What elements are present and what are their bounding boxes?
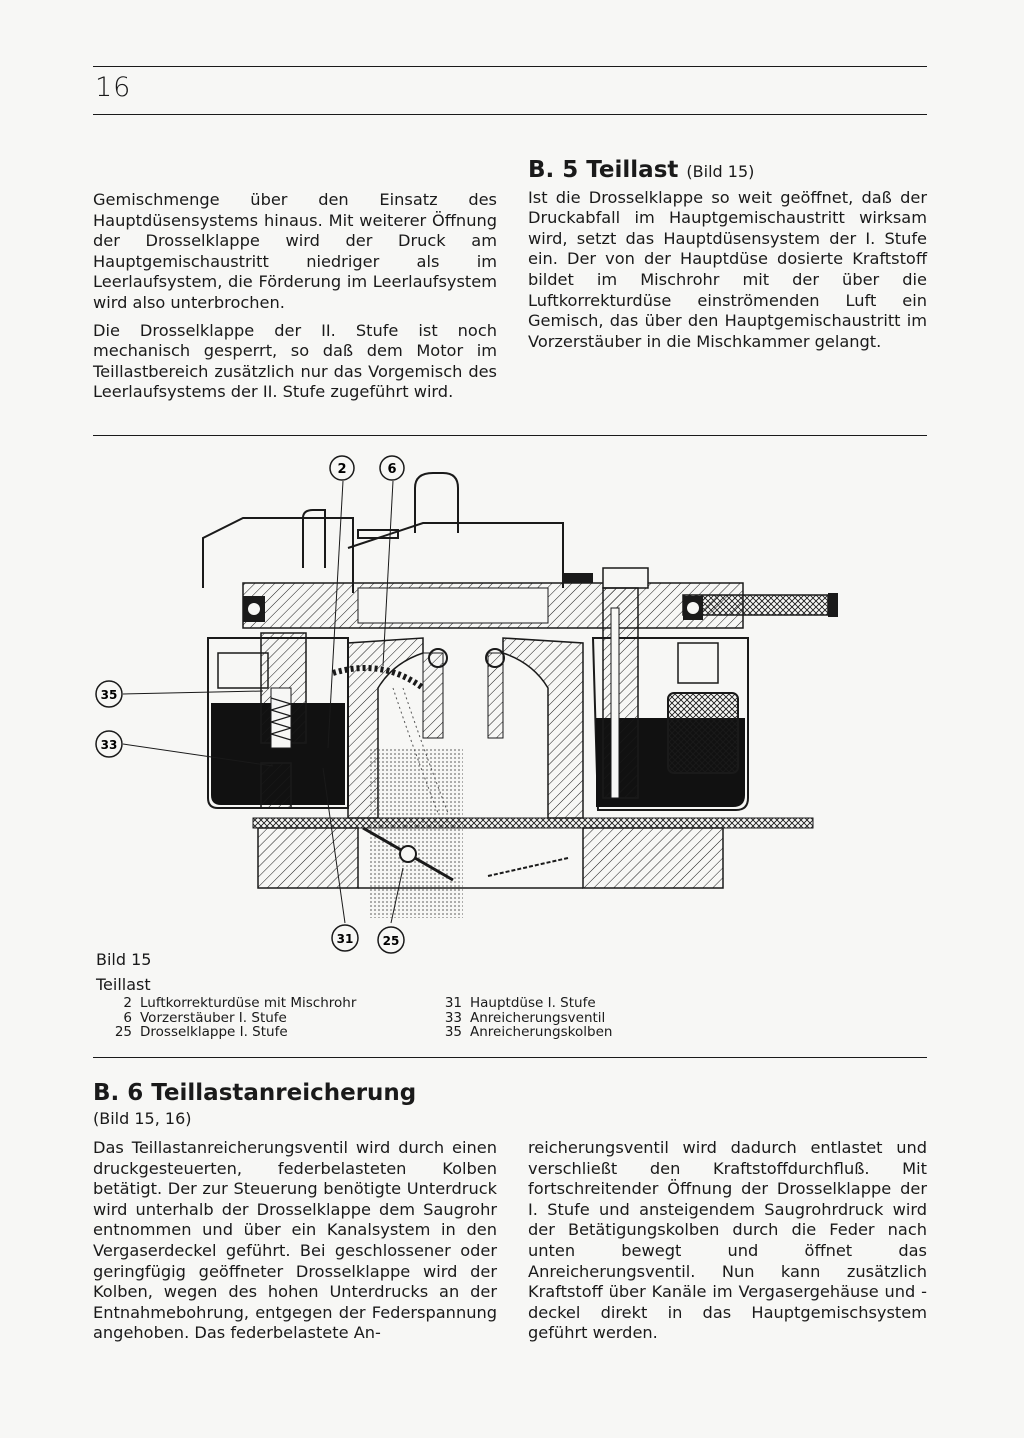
callout-25-label: 25 <box>382 934 400 948</box>
section-b5-heading <box>528 157 927 183</box>
paragraph: Gemischmenge über den Einsatz des Hauptdüsensystems hinaus. Mit weiterer Öffnung der Drosselklappe wird der Druck am Hauptgemischaustritt niedriger als im Leerlaufsystem, die Förderung im Leerlaufsystem wird also unterbrochen. <box>93 190 497 312</box>
section-b5-text: Ist die Drosselklappe so weit geöffnet, daß der Druckabfall im Hauptgemischaustritt wirksam wird, setzt das Hauptdüsensystem der I. Stufe ein. Der von der Hauptdüse dosierte Kraftstoff bildet im Mischrohr mit der über die Luftkorrekturdüse einströmenden Luft ein Gemisch, das über den Hauptgemischaustritt im Vorzerstäuber in die Mischkammer gelangt. <box>528 187 927 351</box>
figure-label: Bild 15 <box>96 950 152 969</box>
callout-25 <box>378 927 404 953</box>
section-b6-title: B. 6 Teillastanreicherung <box>93 1080 417 1106</box>
section-b5-title: B. 5 Teillast <box>528 157 679 183</box>
section-b5 <box>528 157 927 359</box>
legend-item: 33 Anreicherungsventil <box>444 1009 606 1026</box>
section-b6-ref: (Bild 15, 16) <box>93 1109 192 1128</box>
legend-item: 31 Hauptdüse I. Stufe <box>444 995 596 1011</box>
left-float-chamber <box>208 633 348 808</box>
section-b6-right <box>528 1138 927 1351</box>
left-column-top <box>93 190 497 410</box>
carburetor-upper-body <box>243 568 838 628</box>
section-b6-heading-block <box>93 1080 416 1128</box>
section-b6-left <box>93 1138 497 1351</box>
callout-33-label: 33 <box>100 738 118 752</box>
callout-2-label: 2 <box>337 462 347 477</box>
callout-35 <box>96 681 122 707</box>
legend-item: 35 Anreicherungskolben <box>444 1024 613 1040</box>
section-b6-left-text: Das Teillastanreicherungsventil wird durch einen druckgesteuerten, federbelasteten Kolben betätigt. Der zur Steuerung benötigte Unterdruck wird unterhalb der Drosselklappe dem Saugrohr entnommen und über ein Kanalsystem in den Vergaserdeckel geführt. Bei geschlossener oder geringfügig geöffneter Drosselklappe wird der Kolben, wegen des hohen Unterdrucks an der Entnahmebohrung, entgegen der Federspannung angehoben. Das federbelastete An- <box>93 1138 497 1343</box>
callout-6-label: 6 <box>387 462 397 477</box>
section-b5-ref: (Bild 15) <box>686 162 755 181</box>
callout-6 <box>380 456 404 480</box>
carburetor-base <box>253 818 813 888</box>
figure-divider <box>93 1057 927 1058</box>
legend-item: 6 Vorzerstäuber I. Stufe <box>123 1009 287 1026</box>
carburetor-cover <box>203 473 563 593</box>
paragraph: Die Drosselklappe der II. Stufe ist noch mechanisch gesperrt, so daß dem Motor im Teillastbereich zusätzlich nur das Vorgemisch des Leerlaufsystems der II. Stufe zugeführt wird. <box>93 320 497 402</box>
header-rule-top <box>93 66 927 67</box>
legend-item: 25 Drosselklappe I. Stufe <box>114 1024 288 1040</box>
legend-item: 2 Luftkorrekturdüse mit Mischrohr <box>123 995 357 1011</box>
callout-33 <box>96 731 122 757</box>
legend-right <box>428 996 612 1040</box>
callout-31 <box>332 925 358 951</box>
venturi-body <box>333 638 583 918</box>
callout-31-label: 31 <box>336 932 354 946</box>
callout-2 <box>330 456 354 480</box>
section-divider <box>93 435 927 436</box>
page-number: 16 <box>95 72 132 103</box>
carburetor-diagram <box>93 448 853 958</box>
header-rule-bottom <box>93 114 927 115</box>
figure-title: Teillast <box>96 975 151 994</box>
legend-left <box>98 996 356 1040</box>
callout-35-label: 35 <box>100 688 118 702</box>
section-b6-right-text: reicherungsventil wird dadurch entlastet und verschließt den Kraftstoffdurchfluß. Mit fortschreitender Öffnung der Drosselklappe der I. Stufe und ansteigendem Saugrohrdruck wird der Betätigungskolben durch die Feder nach unten bewegt und öffnet das Anreicherungsventil. Nun kann zusätzlich Kraftstoff über Kanäle im Vergasergehäuse und -deckel direkt in das Hauptgemischsystem geführt werden. <box>528 1138 927 1343</box>
